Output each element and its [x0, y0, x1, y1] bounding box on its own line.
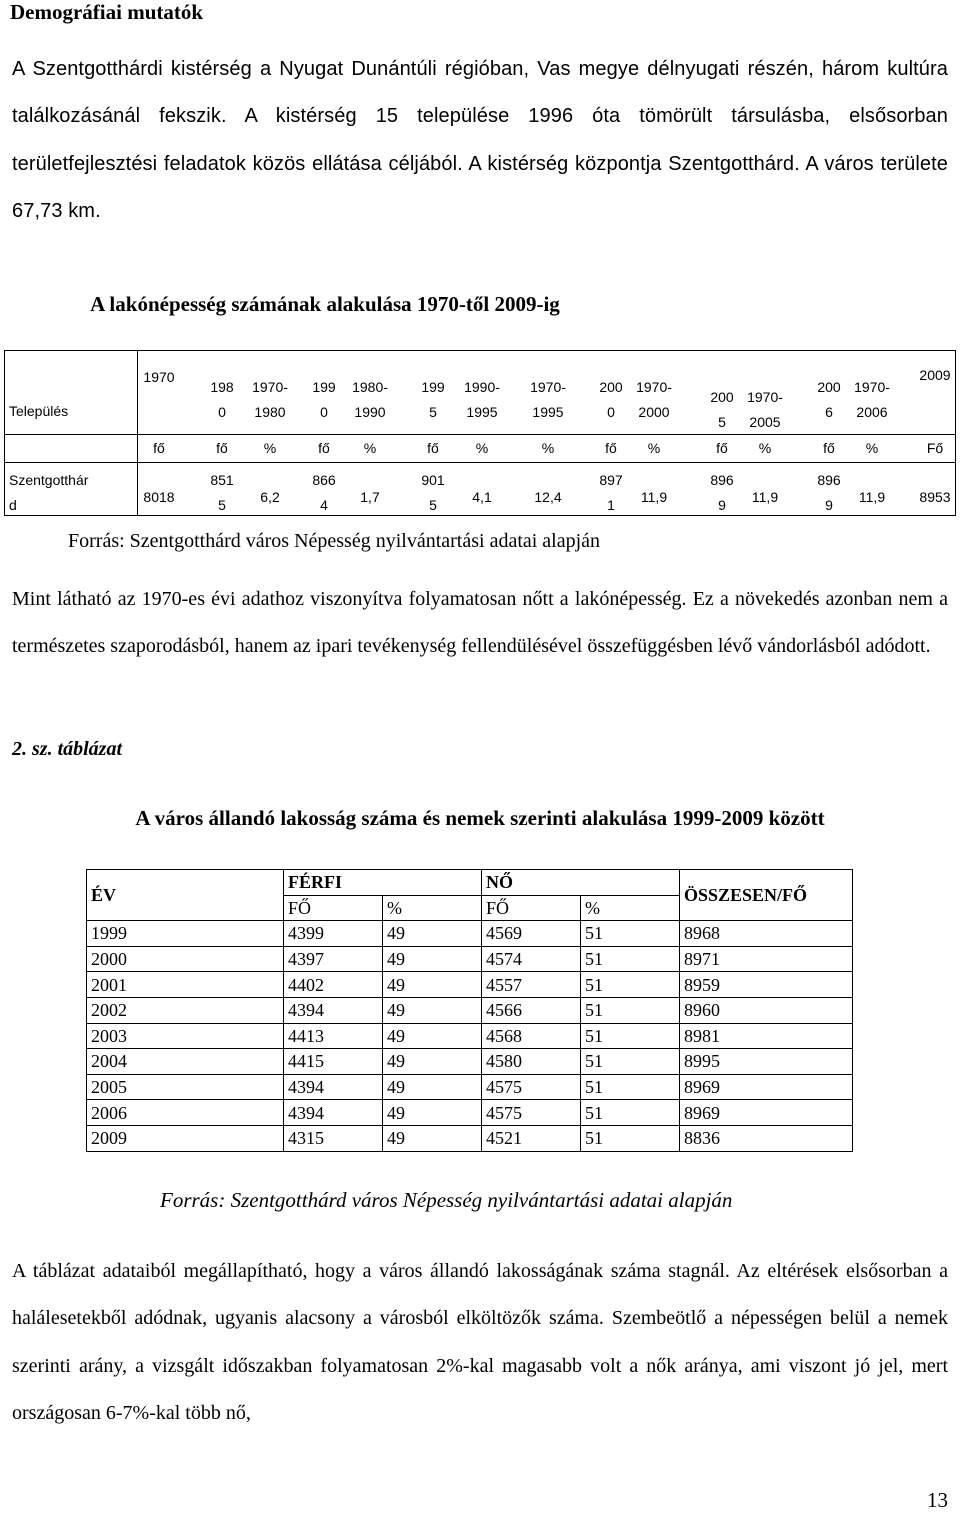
unit-header: Fő — [926, 440, 944, 456]
table-cell: 4415 — [284, 1049, 383, 1075]
table-cell: 49 — [383, 1100, 482, 1126]
value-cell: 851 5 — [210, 472, 234, 513]
settlement-name: Szentgotthár d — [9, 472, 89, 513]
table-cell: 4521 — [482, 1125, 581, 1151]
unit-header: % — [647, 440, 661, 456]
table-cell: 8971 — [680, 946, 853, 972]
unit-header: fő — [427, 440, 439, 456]
value-cell: 901 5 — [421, 472, 445, 513]
table-row — [87, 972, 853, 998]
unit-header: fő — [318, 440, 330, 456]
table-cell: 4575 — [482, 1100, 581, 1126]
value-cell: 896 9 — [710, 472, 734, 513]
table-cell: 2000 — [87, 946, 284, 972]
value-cell: 4,1 — [472, 489, 492, 505]
year-header: 200 5 — [710, 389, 734, 430]
paragraph-conclusion: A táblázat adataiból megállapítható, hogy a város állandó lakosságának száma stagnál. Az eltérések elsősorban a halálesetekből adódnak, ugyanis alacsony a városból elköltözők száma. Szembeötlő a népességen belül a nemek szerinti arány, a vizsgált időszakban folyamatosan 2%-kal magasabb volt a nők aránya, ami viszont jó jel, mert országosan 6-7%-kal több nő, — [12, 1260, 948, 1424]
table-cell: 49 — [383, 946, 482, 972]
table-cell: 49 — [383, 921, 482, 947]
table-row — [87, 1023, 853, 1049]
table-cell: 8969 — [680, 1100, 853, 1126]
table2-source: Forrás: Szentgotthárd város Népesség nyilvántartási adatai alapján — [160, 1188, 733, 1212]
year-header: 199 0 — [312, 379, 336, 420]
unit-header: % — [865, 440, 879, 456]
table-row — [87, 1049, 853, 1075]
table-cell: 4580 — [482, 1049, 581, 1075]
table-cell: 49 — [383, 1074, 482, 1100]
table-cell: 4574 — [482, 946, 581, 972]
unit-header: % — [475, 440, 489, 456]
header-female: NŐ — [482, 870, 680, 896]
value-cell: 12,4 — [534, 489, 562, 505]
unit-header: fő — [153, 440, 165, 456]
subheader-male-count: FŐ — [284, 895, 383, 921]
year-header: 200 6 — [817, 379, 841, 420]
year-header: 199 5 — [421, 379, 445, 420]
table-row — [87, 1125, 853, 1151]
table-cell: 8969 — [680, 1074, 853, 1100]
table-cell: 4394 — [284, 1074, 383, 1100]
value-cell: 866 4 — [312, 472, 336, 513]
table-row — [87, 997, 853, 1023]
subheader-female-count: FŐ — [482, 895, 581, 921]
unit-header: % — [263, 440, 277, 456]
table-cell: 4399 — [284, 921, 383, 947]
page-number: 13 — [927, 1488, 948, 1512]
table-cell: 1999 — [87, 921, 284, 947]
table-cell: 2009 — [87, 1125, 284, 1151]
table-cell: 4315 — [284, 1125, 383, 1151]
table-cell: 51 — [581, 972, 680, 998]
table-cell: 4568 — [482, 1023, 581, 1049]
table1-title: A lakónépesség számának alakulása 1970-től 2009-ig — [90, 292, 560, 316]
value-cell: 896 9 — [817, 472, 841, 513]
table-cell: 51 — [581, 946, 680, 972]
population-table — [4, 350, 956, 516]
value-cell: 8953 — [919, 489, 951, 505]
table-cell: 2004 — [87, 1049, 284, 1075]
unit-header: fő — [823, 440, 835, 456]
header-male: FÉRFI — [284, 870, 482, 896]
year-header: 1970- 2000 — [636, 379, 672, 420]
table-cell: 4394 — [284, 997, 383, 1023]
intro-paragraph: A Szentgotthárdi kistérség a Nyugat Dunántúli régióban, Vas megye délnyugati részén, három kultúra találkozásánál fekszik. A kistérség 15 települése 1996 óta tömörült társulásba, elsősorban területfejlesztési feladatok közös ellátása céljából. A kistérség központja Szentgotthárd. A város területe 67,73 km. — [12, 58, 948, 222]
value-cell: 11,9 — [858, 489, 886, 505]
table-cell: 4402 — [284, 972, 383, 998]
table-cell: 4566 — [482, 997, 581, 1023]
table-cell: 8836 — [680, 1125, 853, 1151]
table-cell: 49 — [383, 1125, 482, 1151]
year-header: 1970- 2005 — [747, 389, 783, 430]
table-cell: 2006 — [87, 1100, 284, 1126]
table-cell: 4397 — [284, 946, 383, 972]
value-cell: 1,7 — [360, 489, 380, 505]
subheader-male-pct: % — [383, 895, 482, 921]
header-total: ÖSSZESEN/FŐ — [680, 870, 853, 921]
unit-header: % — [363, 440, 377, 456]
subheader-female-pct: % — [581, 895, 680, 921]
table-cell: 51 — [581, 1074, 680, 1100]
table-cell: 51 — [581, 1100, 680, 1126]
table-row — [87, 1100, 853, 1126]
unit-header: % — [541, 440, 555, 456]
table-cell: 4557 — [482, 972, 581, 998]
table-cell: 49 — [383, 1049, 482, 1075]
year-header: 1970- 1995 — [530, 379, 566, 420]
year-header: 198 0 — [210, 379, 234, 420]
table-row — [87, 946, 853, 972]
table-cell: 2002 — [87, 997, 284, 1023]
table-cell: 51 — [581, 1049, 680, 1075]
table-cell: 2003 — [87, 1023, 284, 1049]
table-cell: 8995 — [680, 1049, 853, 1075]
table-cell: 51 — [581, 921, 680, 947]
row-header-settlement: Település — [9, 403, 69, 419]
year-header: 1970- 1980 — [252, 379, 288, 420]
table-cell: 51 — [581, 1125, 680, 1151]
table-cell: 2005 — [87, 1074, 284, 1100]
year-header: 1980- 1990 — [352, 379, 388, 420]
table-cell: 4575 — [482, 1074, 581, 1100]
table-row — [87, 1074, 853, 1100]
table-cell: 8960 — [680, 997, 853, 1023]
table-cell: 49 — [383, 1023, 482, 1049]
year-header: 1970 — [143, 369, 175, 385]
value-cell: 11,9 — [640, 489, 668, 505]
residents-by-sex-table — [86, 869, 853, 1152]
table-cell: 2001 — [87, 972, 284, 998]
paragraph-growth: Mint látható az 1970-es évi adathoz viszonyítva folyamatosan nőtt a lakónépesség. Ez a növekedés azonban nem a természetes szaporodásból, hanem az ipari tevékenység fellendülésével összefüggésben lévő vándorlásból adódott. — [12, 588, 948, 658]
table2-title: A város állandó lakosság száma és nemek szerinti alakulása 1999-2009 között — [135, 806, 825, 830]
year-header: 200 0 — [599, 379, 623, 420]
table-cell: 4569 — [482, 921, 581, 947]
table-cell: 49 — [383, 972, 482, 998]
year-header: 1990- 1995 — [464, 379, 500, 420]
unit-header: % — [758, 440, 772, 456]
table-cell: 8968 — [680, 921, 853, 947]
unit-header: fő — [716, 440, 728, 456]
year-header: 2009 — [919, 367, 951, 383]
table2-label: 2. sz. táblázat — [12, 738, 123, 760]
table-cell: 51 — [581, 1023, 680, 1049]
table-cell: 8959 — [680, 972, 853, 998]
table-cell: 8981 — [680, 1023, 853, 1049]
value-cell: 8018 — [143, 489, 175, 505]
table1-source: Forrás: Szentgotthárd város Népesség nyilvántartási adatai alapján — [68, 530, 601, 552]
table-cell: 4394 — [284, 1100, 383, 1126]
year-header: 1970- 2006 — [854, 379, 890, 420]
section-heading: Demográfiai mutatók — [10, 0, 204, 24]
table-cell: 51 — [581, 997, 680, 1023]
value-cell: 11,9 — [751, 489, 779, 505]
value-cell: 897 1 — [599, 472, 623, 513]
value-cell: 6,2 — [260, 489, 280, 505]
header-year: ÉV — [87, 870, 284, 921]
unit-header: fő — [216, 440, 228, 456]
table-row — [87, 921, 853, 947]
table-cell: 49 — [383, 997, 482, 1023]
unit-header: fő — [605, 440, 617, 456]
table-cell: 4413 — [284, 1023, 383, 1049]
